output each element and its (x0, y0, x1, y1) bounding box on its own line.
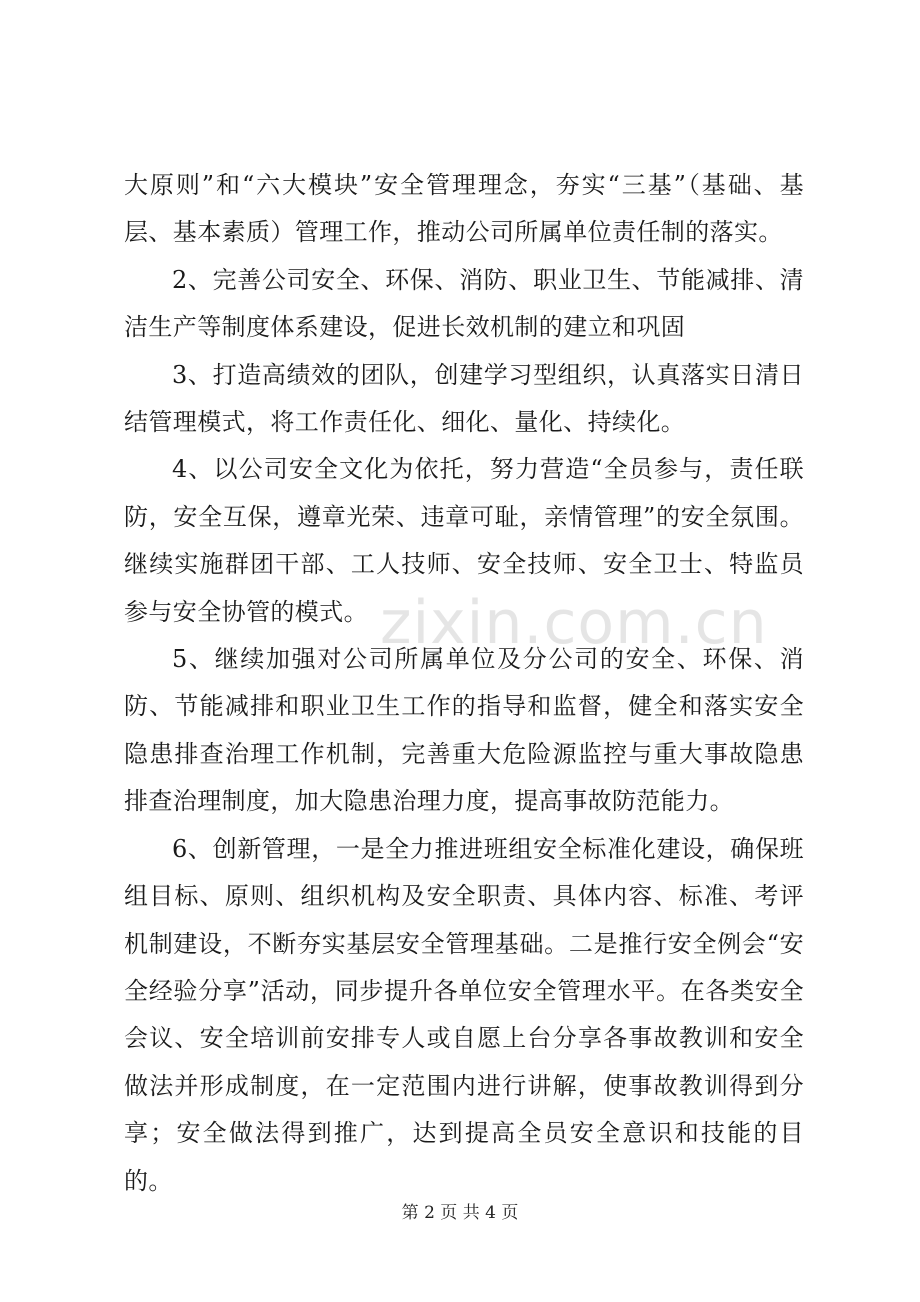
paragraph-item-2: 2、完善公司安全、环保、消防、职业卫生、节能减排、清洁生产等制度体系建设，促进长效机制的建立和巩固 (124, 265, 804, 342)
paragraph-item-6: 6、创新管理，一是全力推进班组安全标准化建设，确保班组目标、原则、组织机构及安全职责、具体内容、标准、考评机制建设，不断夯实基层安全管理基础。二是推行安全例会“安全经验分享”活动，同步提升各单位安全管理水平。在各类安全会议、安全培训前安排专人或自愿上台分享各事故教训和安全做法并形成制度，在一定范围内进行讲解，使事故教训得到分享；安全做法得到推广，达到提高全员安全意识和技能的目的。 (124, 834, 804, 1195)
page-footer: 第 2 页 共 4 页 (401, 1203, 519, 1223)
paragraph-item-4: 4、以公司安全文化为依托，努力营造“全员参与，责任联防，安全互保，遵章光荣、违章可耻，亲情管理”的安全氛围。继续实施群团干部、工人技师、安全技师、安全卫士、特监员参与安全协管的模式。 (124, 455, 804, 626)
paragraph-item-5: 5、继续加强对公司所属单位及分公司的安全、环保、消防、节能减排和职业卫生工作的指导和监督，健全和落实安全隐患排查治理工作机制，完善重大危险源监控与重大事故隐患排查治理制度，加大隐患治理力度，提高事故防范能力。 (124, 645, 804, 816)
paragraph-continuation: 大原则”和“六大模块”安全管理理念，夯实“三基”（基础、基层、基本素质）管理工作，推动公司所属单位责任制的落实。 (124, 171, 804, 247)
watermark: zixin.com.cn (380, 588, 768, 658)
paragraph-item-3: 3、打造高绩效的团队，创建学习型组织，认真落实日清日结管理模式，将工作责任化、细化、量化、持续化。 (124, 360, 804, 437)
document-body (124, 162, 804, 1205)
